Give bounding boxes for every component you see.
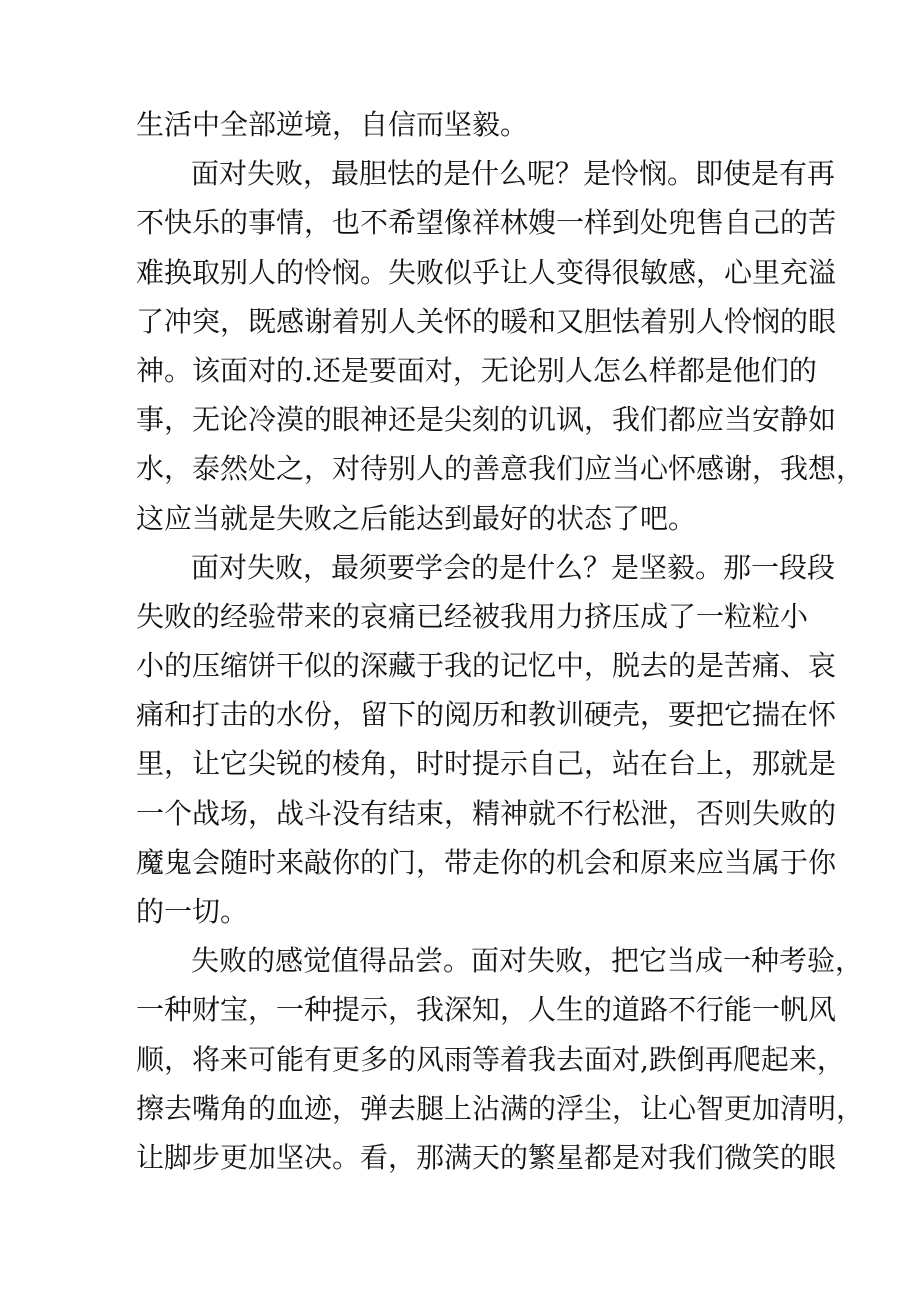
text-line: 水，泰然处之，对待别人的善意我们应当心怀感谢，我想， (136, 452, 865, 486)
text-line: 了冲突，既感谢着别人关怀的暖和又胆怯着别人怜悯的眼 (136, 304, 837, 338)
text-line: 生活中全部逆境，自信而坚毅。 (136, 108, 529, 141)
text-line: 面对失败，最胆怯的是什么呢？是怜悯。即使是有再 (191, 157, 836, 191)
text-line: 一种财宝，一种提示，我深知，人生的道路不行能一帆风 (136, 993, 837, 1027)
text-line: 不快乐的事情，也不希望像祥林嫂一样到处兜售自己的苦 (136, 206, 837, 240)
text-line: 小的压缩饼干似的深藏于我的记忆中，脱去的是苦痛、哀 (136, 649, 837, 683)
body-text (136, 100, 865, 1182)
text-line: 痛和打击的水份，留下的阅历和教训硬壳，要把它揣在怀 (136, 698, 837, 732)
text-line: 让脚步更加坚决。看，那满天的繁星都是对我们微笑的眼 (136, 1140, 837, 1174)
text-line: 失败的感觉值得品尝。面对失败，把它当成一种考验， (191, 944, 864, 978)
text-line: 顺，将来可能有更多的风雨等着我去面对,跌倒再爬起来， (136, 1042, 845, 1076)
text-line: 擦去嘴角的血迹，弹去腿上沾满的浮尘，让心智更加清明， (136, 1091, 865, 1125)
text-line: 的一切。 (136, 895, 249, 928)
text-line: 失败的经验带来的哀痛已经被我用力挤压成了一粒粒小 (136, 599, 809, 633)
text-line: 里，让它尖锐的棱角，时时提示自己，站在台上，那就是 (136, 747, 837, 781)
text-line: 神。该面对的.还是要面对，无论别人怎么样都是他们的 (136, 353, 817, 387)
text-line: 一个战场，战斗没有结束，精神就不行松泄，否则失败的 (136, 796, 837, 830)
text-line: 面对失败，最须要学会的是什么？是坚毅。那一段段 (191, 550, 836, 584)
text-line: 事，无论冷漠的眼神还是尖刻的讥讽，我们都应当安静如 (136, 403, 837, 437)
text-line: 难换取别人的怜悯。失败似乎让人变得很敏感，心里充溢 (136, 255, 837, 289)
text-line: 这应当就是失败之后能达到最好的状态了吧。 (136, 501, 697, 535)
text-line: 魔鬼会随时来敲你的门，带走你的机会和原来应当属于你 (136, 845, 837, 879)
